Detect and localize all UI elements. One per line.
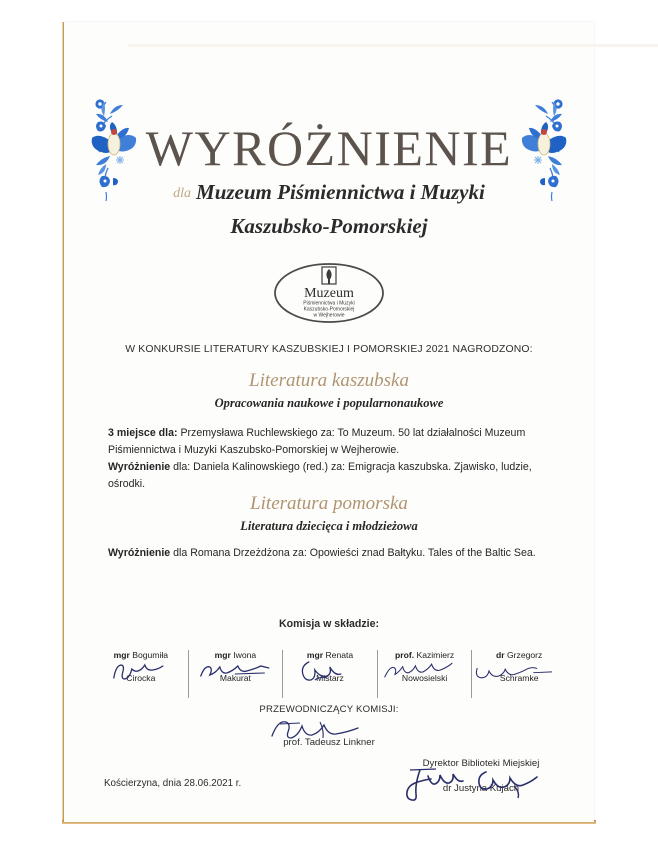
dedication-recipient-line2: Kaszubsko-Pomorskiej [230,214,428,238]
commission-label: Komisja w składzie: [278,618,380,630]
museum-seal-logo [273,262,385,324]
commission-member [471,650,566,698]
award-text: dla Romana Drzeżdżona za: Opowieści znad Bałtyku. Tales of the Baltic Sea. [170,547,536,559]
member-first-name: Renata [325,650,354,660]
seal-emblem-icon [322,267,336,284]
chairman-name: prof. Tadeusz Linkner [283,737,375,748]
member-degree-and-first [380,650,470,661]
member-degree-and-first [191,650,281,661]
award-item [108,459,556,493]
award-text: Przemysława Ruchlewskiego za: To Muzeum. 50 lat działalności Muzeum Piśmiennictwa i Muzyki Kaszubsko-Pomorskiej w Wejherowie. [108,427,526,457]
category-title-kaszubska: Literatura kaszubska [249,370,409,391]
member-degree: dr [496,650,505,660]
award-label: 3 miejsce dla: [108,427,178,439]
member-first-name: Bogumiła [132,650,169,660]
commission-member [188,650,283,698]
chairman-label: PRZEWODNICZĄCY KOMISJI: [259,704,399,715]
member-surname: Nowosielski [401,672,448,683]
dedication-prefix: dla [173,186,192,201]
award-label: Wyróżnienie [108,547,171,559]
member-degree-and-first [96,650,186,661]
member-surname: Makurat [219,672,251,683]
commission-member [282,650,377,698]
dedication-recipient-line1: Muzeum Piśmiennictwa i Muzyki [196,180,485,204]
page-title: WYRÓŻNIENIE [145,120,513,176]
category-subtitle-pomorska: Literatura dziecięca i młodzieżowa [240,519,418,533]
award-item [108,425,556,459]
certificate-sheet [64,22,594,822]
director-signature-block [386,758,576,794]
competition-heading: W KONKURSIE LITERATURY KASZUBSKIEJ I POMORSKIEJ 2021 NAGRODZONO: [125,344,533,355]
member-surname: Cirocka [126,672,156,683]
member-degree: mgr [306,650,324,660]
ornament-snowflake [116,156,124,164]
member-degree: mgr [113,650,130,660]
seal-line-2: Kaszubsko-Pomorskiej [303,306,355,313]
member-degree-and-first [474,650,564,661]
member-surname: Mistarz [316,672,344,683]
member-surname: Schramke [499,672,539,683]
member-degree: prof. [394,650,415,660]
dedication-line-1 [64,180,594,205]
member-degree: mgr [214,650,231,660]
category-subtitle-kaszubska: Opracowania naukowe i popularnonaukowe [214,396,444,410]
place-and-date: Kościerzyna, dnia 28.06.2021 r. [104,778,242,789]
award-text: dla: Daniela Kalinowskiego (red.) za: Emigracja kaszubska. Zjawisko, ludzie, ośrodki. [108,461,532,491]
commission-member [377,650,472,698]
commission-members [94,650,566,698]
award-item [108,545,556,562]
member-first-name: Grzegorz [507,650,543,660]
award-label: Wyróżnienie [108,461,171,474]
category-title-pomorska: Literatura pomorska [250,493,408,514]
director-title: Dyrektor Biblioteki Miejskiej [422,758,540,769]
director-name: dr Justyna Kujach [442,783,520,794]
member-first-name: Kazimierz [416,650,455,660]
seal-line-1: Piśmiennictwa i Muzyki [303,300,355,307]
seal-line-3: w Wejherowie [313,312,345,319]
seal-name: Muzeum [304,286,354,301]
award-list-kaszubska [108,425,556,494]
commission-member [94,650,188,698]
paper-edge-top [128,44,658,47]
member-first-name: Iwona [233,650,257,660]
award-list-pomorska [108,545,556,562]
member-degree-and-first [285,650,375,661]
